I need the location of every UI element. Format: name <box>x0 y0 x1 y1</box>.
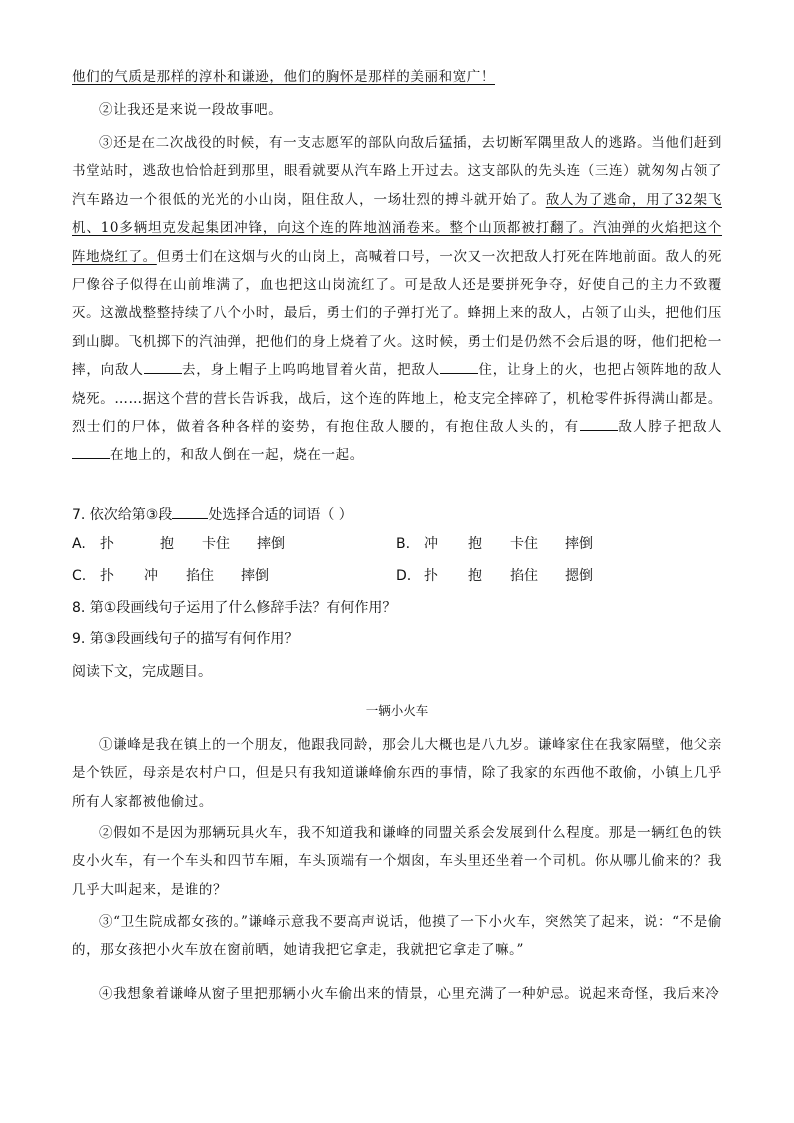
question-9: 9. 第③段画线句子的描写有何作用？ <box>72 631 299 647</box>
para3-text-d: 住，让身上的火，也把占领阵地的敌人烧死。……据这个营的营长告诉我，战后，这个连的阵地上，枪支完全摔碎了，机枪零件拆得满山都是。烈士们的尸体，做着各种各样的姿势，有抱住敌人腰的，有抱住敌人头的，有 <box>72 362 722 436</box>
blank-1 <box>144 359 182 374</box>
blank-2 <box>440 359 478 374</box>
passage2-para3: ③“卫生院成都女孩的。”谦峰示意我不要高声说话，他摸了一下小火车，突然笑了起来，说：“不是偷的，那女孩把小火车放在窗前晒，她请我把它拿走，我就把它拿走了嘛。” <box>72 914 722 959</box>
option-a[interactable]: A. 扑 抱 卡住 摔倒 <box>72 536 285 552</box>
blank-4 <box>72 444 110 459</box>
passage1-para2: ②让我还是来说一段故事吧。 <box>99 102 283 118</box>
blank-q7 <box>172 504 208 519</box>
para3-text-f: 在地上的，和敌人倒在一起，烧在一起。 <box>110 447 364 464</box>
passage1-line0 <box>72 63 722 91</box>
underlined-sentence-3: 敌人为了逃命，用了32架飞机、10多辆坦克发起集团冲锋，向这个连的阵地汹涌卷来。整个山顶都被打翻了。汽油弹的火焰把这个阵地烧红了。 <box>72 191 722 265</box>
para3-text-e: 敌人脖子把敌人 <box>617 419 723 436</box>
blank-3 <box>580 416 618 431</box>
para3-text-b: 但勇士们在这烟与火的山岗上，高喊着口号，一次又一次把敌人打死在阵地前面。敌人的死尸像谷子似得在山前堆满了，血也把这山岗流红了。可是敌人还是要拼死争夺，好使自己的主力不致覆灭。这激战整整持续了八个小时，最后，勇士们的子弹打光了。蜂拥上来的敌人，占领了山头，把他们压到山脚。飞机掷下的汽油弹，把他们的身上烧着了火。这时候，勇士们是仍然不会后退的呀，他们把枪一摔，向敌人 <box>72 248 723 379</box>
passage2-title: 一辆小火车 <box>365 703 429 718</box>
passage2-para1: ①谦峰是我在镇上的一个朋友，他跟我同龄，那会儿大概也是八九岁。谦峰家住在我家隔壁，他父亲是个铁匠，母亲是农村户口，但是只有我知道谦峰偷东西的事情，除了我家的东西他不敢偷，小镇上几乎所有人家都被他偷过。 <box>72 737 722 810</box>
option-c[interactable]: C. 扑 冲 掐住 摔倒 <box>72 568 269 584</box>
passage1-para3 <box>72 129 722 470</box>
question-8: 8. 第①段画线句子运用了什么修辞手法？有何作用？ <box>72 600 397 616</box>
para3-text-c: 去，身上帽子上呜呜地冒着火苗，把敌人 <box>181 362 441 379</box>
passage2-para2: ②假如不是因为那辆玩具火车，我不知道我和谦峰的同盟关系会发展到什么程度。那是一辆红色的铁皮小火车，有一个车头和四节车厢，车头顶端有一个烟囱，车头里还坐着一个司机。你从哪儿偷来的？我几乎大叫起来，是谁的？ <box>72 825 722 898</box>
reading-prompt: 阅读下文，完成题目。 <box>72 664 212 680</box>
option-d[interactable]: D. 扑 抱 掐住 摁倒 <box>396 568 593 584</box>
passage2-para4: ④我想象着谦峰从窗子里把那辆小火车偷出来的情景，心里充满了一种妒忌。说起来奇怪，我后来冷 <box>99 986 720 1002</box>
option-b[interactable]: B. 冲 抱 卡住 摔倒 <box>396 536 593 552</box>
underlined-sentence-1: 他们的气质是那样的淳朴和谦逊，他们的胸怀是那样的美丽和宽广！ <box>72 69 495 85</box>
para3-text-a: ③还是在二次战役的时候，有一支志愿军的部队向敌后猛插，去切断军隅里敌人的逃路。当他们赶到书堂站时，逃敌也恰恰赶到那里，眼看就要从汽车路上开过去。这支部队的先头连（三连）就匆匆占领了汽车路边一个很低的光光的小山岗，阻住敌人，一场壮烈的搏斗就开始了。 <box>72 135 722 208</box>
question-7: 7. 依次给第③段 处选择合适的词语（ ） <box>72 504 353 525</box>
